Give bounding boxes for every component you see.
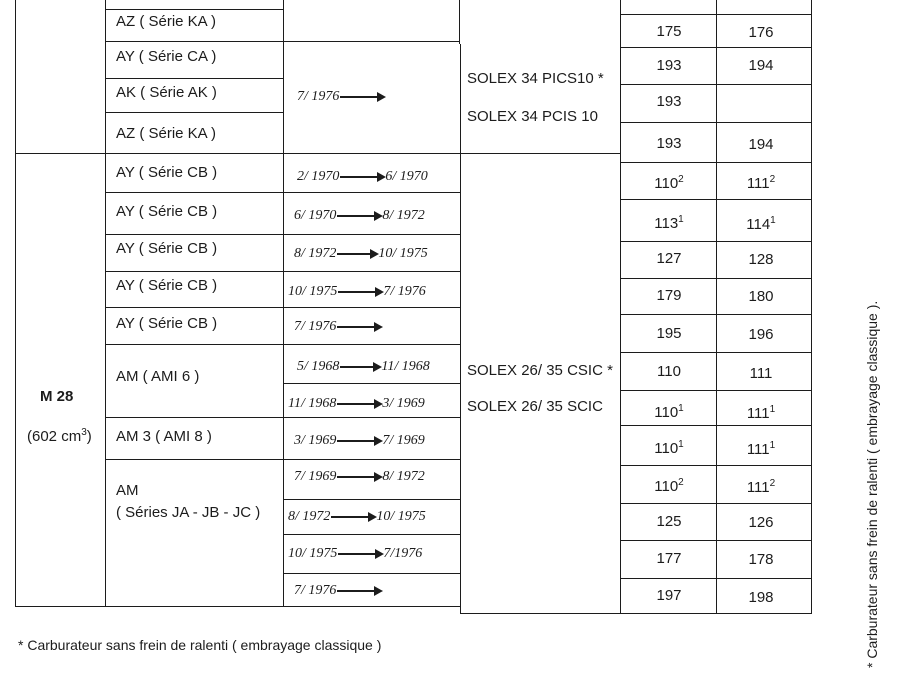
model-cell: AK ( Série AK ) [116,84,217,101]
model-cell: AM ( AMI 6 ) [116,368,200,385]
value-cell: 196 [748,326,774,343]
value-cell: $110^2$ [654,174,684,192]
value-cell: $110^1$ [654,439,684,457]
footnote: * Carburateur sans frein de ralenti ( embrayage classique ) [18,637,382,653]
arrow-icon [338,553,382,555]
date-range: 11/ 1968 3/ 1969 [288,396,425,411]
value-cell: 195 [656,325,682,342]
value-cell: 194 [748,57,774,74]
value-cell: 193 [656,93,682,110]
model-cell: AM [116,482,139,499]
value-cell: $111^2$ [746,174,776,192]
date-range: 7/ 1969 8/ 1972 [294,469,425,484]
model-cell: AY ( Série CB ) [116,277,218,294]
side-note: * Carburateur sans frein de ralenti ( embrayage classique ). [864,300,880,668]
value-cell: $110^2$ [654,477,684,495]
value-cell: 179 [656,287,682,304]
arrow-icon [337,326,381,328]
date-range: 5/ 1968 11/ 1968 [297,359,430,374]
carburettor-cell: SOLEX 34 PCIS 10 [467,108,598,125]
value-cell: 193 [656,135,682,152]
date-range: 7/ 1976 [297,88,385,106]
value-cell: 125 [656,513,682,530]
arrow-icon [338,291,382,293]
value-cell: $111^1$ [746,440,776,458]
value-cell: $114^1$ [746,215,776,233]
arrow-icon [337,215,381,217]
value-cell: 111 [749,365,773,382]
value-cell: 127 [656,250,682,267]
value-cell: $111^2$ [746,478,776,496]
value-cell: $110^1$ [654,403,684,421]
date-range: 10/ 1975 7/1976 [288,546,423,561]
arrow-icon [331,516,375,518]
model-cell: AY ( Série CB ) [116,240,218,257]
date-range: 8/ 1972 10/ 1975 [294,246,428,261]
arrow-icon [340,366,380,368]
value-cell: 178 [748,551,774,568]
date-range: 7/ 1976 [294,318,382,336]
model-cell: AY ( Série CB ) [116,315,218,332]
model-cell: AY ( Série CB ) [116,164,218,181]
arrow-icon [337,253,377,255]
model-cell: AZ ( Série KA ) [116,13,217,30]
value-cell: 194 [748,136,774,153]
arrow-icon [337,476,381,478]
value-cell: 197 [656,587,682,604]
date-range: 7/ 1976 [294,582,382,600]
model-cell: AM 3 ( AMI 8 ) [116,428,212,445]
value-cell: $111^1$ [746,404,776,422]
date-range: 2/ 1970 6/ 1970 [297,169,428,184]
value-cell: 180 [748,288,774,305]
carburettor-cell: SOLEX 34 PICS10 * [467,70,604,87]
date-range: 6/ 1970 8/ 1972 [294,208,425,223]
value-cell: 110 [657,363,681,380]
value-cell: $113^1$ [654,214,684,232]
arrow-icon [337,440,381,442]
arrow-icon [340,96,384,98]
value-cell: 193 [656,57,682,74]
engine-capacity: (602 $cm^3$) [27,427,92,445]
date-range: 10/ 1975 7/ 1976 [288,284,426,299]
model-cell: AY ( Série CA ) [116,48,217,65]
value-cell: 176 [748,24,774,41]
carburettor-cell: SOLEX 26/ 35 SCIC [467,398,603,415]
model-cell: ( Séries JA - JB - JC ) [116,504,261,521]
arrow-icon [337,403,381,405]
carburettor-cell: SOLEX 26/ 35 CSIC * [467,362,613,379]
value-cell: 198 [748,589,774,606]
date-range: 3/ 1969 7/ 1969 [294,433,425,448]
date-range: 8/ 1972 10/ 1975 [288,509,426,524]
arrow-icon [337,590,381,592]
arrow-icon [340,176,384,178]
value-cell: 128 [748,251,774,268]
model-cell: AY ( Série CB ) [116,203,218,220]
value-cell: 177 [656,550,682,567]
engine-label: M 28 [40,388,74,405]
model-cell: AZ ( Série KA ) [116,125,217,142]
value-cell: 126 [748,514,774,531]
value-cell: 175 [656,23,682,40]
